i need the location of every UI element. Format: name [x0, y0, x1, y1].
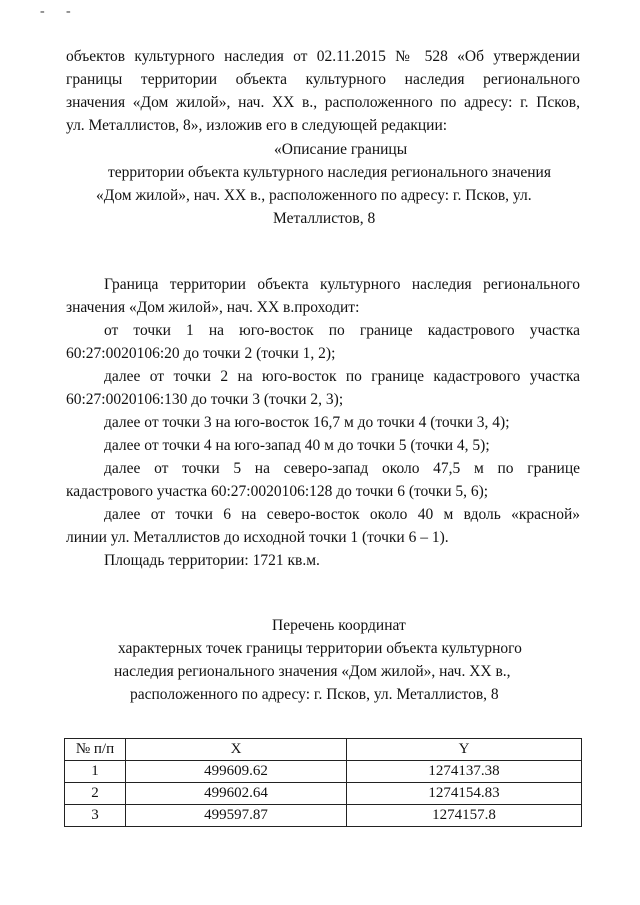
- intro-line: значения «Дом жилой», нач. XX в., расположенного по адресу: г. Псков,: [66, 94, 580, 111]
- column-header-number: № п/п: [65, 739, 126, 761]
- boundary-line: кадастрового участка 60:27:0020106:128 до точки 6 (точки 5, 6);: [66, 483, 489, 500]
- list-title: наследия регионального значения «Дом жилой», нач. XX в.,: [114, 663, 511, 680]
- table-row: [65, 783, 582, 805]
- boundary-line: далее от точки 2 на юго-восток по границе кадастрового участка: [104, 368, 580, 385]
- description-title: территории объекта культурного наследия регионального значения: [108, 164, 551, 181]
- boundary-line: значения «Дом жилой», нач. XX в.проходит:: [66, 299, 360, 316]
- description-title: «Описание границы: [274, 141, 408, 158]
- cell-y: 1274137.38: [347, 761, 582, 783]
- column-header-y: Y: [347, 739, 582, 761]
- intro-line: ул. Металлистов, 8», изложив его в следующей редакции:: [66, 117, 448, 134]
- cell-number: 3: [65, 805, 126, 827]
- boundary-line: далее от точки 3 на юго-восток 16,7 м до точки 4 (точки 3, 4);: [104, 414, 510, 431]
- boundary-line: 60:27:0020106:20 до точки 2 (точки 1, 2);: [66, 345, 336, 362]
- boundary-line: линии ул. Металлистов до исходной точки 1 (точки 6 – 1).: [66, 529, 449, 546]
- cell-y: 1274157.8: [347, 805, 582, 827]
- table-row: [65, 761, 582, 783]
- scan-mark: -: [40, 4, 45, 19]
- boundary-line: далее от точки 6 на северо-восток около 40 м вдоль «красной»: [104, 506, 580, 523]
- table-row: [65, 805, 582, 827]
- boundary-line: от точки 1 на юго-восток по границе кадастрового участка: [104, 322, 580, 339]
- cell-number: 1: [65, 761, 126, 783]
- cell-number: 2: [65, 783, 126, 805]
- list-title: расположенного по адресу: г. Псков, ул. Металлистов, 8: [130, 686, 499, 703]
- boundary-line: 60:27:0020106:130 до точки 3 (точки 2, 3);: [66, 391, 344, 408]
- description-title: Металлистов, 8: [273, 210, 376, 227]
- cell-x: 499602.64: [126, 783, 347, 805]
- cell-x: 499597.87: [126, 805, 347, 827]
- boundary-line: Граница территории объекта культурного наследия регионального: [104, 276, 580, 293]
- area-line: Площадь территории: 1721 кв.м.: [104, 552, 320, 569]
- intro-line: объектов культурного наследия от 02.11.2015 № 528 «Об утверждении: [66, 48, 580, 65]
- intro-line: границы территории объекта культурного наследия регионального: [66, 71, 580, 88]
- cell-y: 1274154.83: [347, 783, 582, 805]
- boundary-line: далее от точки 4 на юго-запад 40 м до точки 5 (точки 4, 5);: [104, 437, 490, 454]
- list-title: Перечень координат: [272, 617, 406, 634]
- description-title: «Дом жилой», нач. XX в., расположенного по адресу: г. Псков, ул.: [96, 187, 532, 204]
- table-header-row: [65, 739, 582, 761]
- column-header-x: X: [126, 739, 347, 761]
- cell-x: 499609.62: [126, 761, 347, 783]
- coordinates-table: [64, 738, 582, 827]
- scan-mark: -: [66, 4, 71, 19]
- list-title: характерных точек границы территории объекта культурного: [118, 640, 522, 657]
- boundary-line: далее от точки 5 на северо-запад около 47,5 м по границе: [104, 460, 580, 477]
